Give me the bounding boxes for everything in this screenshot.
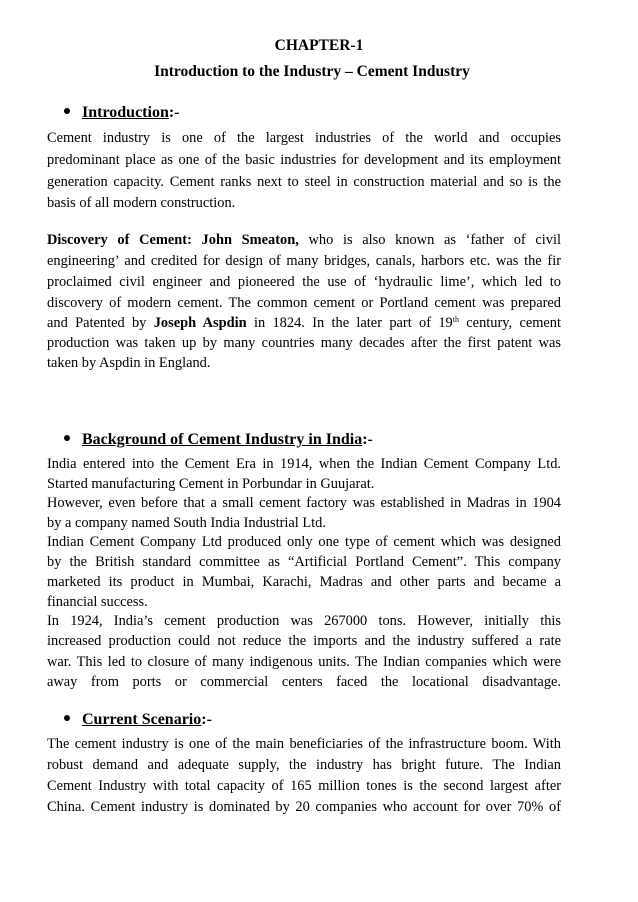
background-line: financial success.	[47, 594, 148, 610]
intro-line: generation capacity. Cement ranks next to steel in construction material and so is the	[47, 174, 561, 190]
background-line: by a company named South India Industrial Ltd.	[47, 515, 326, 531]
current-scenario-heading: Current Scenario:-	[64, 711, 212, 729]
background-line: Indian Cement Company Ltd produced only one type of cement which was designed	[47, 534, 561, 550]
discovery-line: production was taken up by many countries many decades after the first patent was	[47, 335, 561, 351]
discovery-line: and Patented by Joseph Aspdin in 1824. In the later part of 19th century, cement	[47, 315, 561, 331]
background-line: away from ports or commercial centers faced the locational disadvantage.	[47, 674, 561, 690]
discovery-line: taken by Aspdin in England.	[47, 355, 211, 371]
introduction-heading: Introduction:-	[64, 104, 180, 122]
discovery-line: Discovery of Cement: John Smeaton, who is also known as ‘father of civil	[47, 232, 561, 248]
discovery-line: engineering’ and credited for design of many bridges, canals, harbors etc. was the fir	[47, 253, 561, 269]
intro-line: basis of all modern construction.	[47, 195, 236, 211]
intro-line: predominant place as one of the basic industries for development and its employment	[47, 152, 561, 168]
background-heading: Background of Cement Industry in India:-	[64, 431, 373, 449]
bullet-icon	[64, 715, 70, 721]
current-line: Cement Industry with total capacity of 165 million tones is the second largest after	[47, 778, 561, 794]
discovery-label: Discovery of Cement: John Smeaton,	[47, 232, 299, 248]
bullet-icon	[64, 435, 70, 441]
background-line: In 1924, India’s cement production was 267000 tons. However, initially this	[47, 613, 561, 629]
background-line: Started manufacturing Cement in Porbundar in Guujarat.	[47, 476, 375, 492]
intro-line: Cement industry is one of the largest industries of the world and occupies	[47, 130, 561, 146]
chapter-title: Introduction to the Industry – Cement Industry	[154, 63, 470, 80]
background-line: However, even before that a small cement factory was established in Madras in 1904	[47, 495, 561, 511]
bullet-icon	[64, 108, 70, 114]
background-line: India entered into the Cement Era in 1914, when the Indian Cement Company Ltd.	[47, 456, 561, 472]
discovery-line: proclaimed civil engineer and pioneered the use of ‘hydraulic lime’, which led to	[47, 274, 561, 290]
inventor-name: Joseph Aspdin	[153, 315, 247, 331]
current-line: robust demand and adequate supply, the industry has bright future. The Indian	[47, 757, 561, 773]
background-line: war. This led to closure of many indigenous units. The Indian companies which were	[47, 654, 561, 670]
current-line: China. Cement industry is dominated by 20 companies who account for over 70% of	[47, 799, 561, 815]
chapter-heading: CHAPTER-1	[274, 37, 364, 54]
discovery-line: discovery of modern cement. The common cement or Portland cement was prepared	[47, 295, 561, 311]
background-line: by the British standard committee as “Artificial Portland Cement”. This company	[47, 554, 561, 570]
background-line: marketed its product in Mumbai, Karachi, Madras and other parts and became a	[47, 574, 561, 590]
background-line: increased production could not reduce the imports and the industry suffered a rate	[47, 633, 561, 649]
current-line: The cement industry is one of the main beneficiaries of the infrastructure boom. With	[47, 736, 561, 752]
